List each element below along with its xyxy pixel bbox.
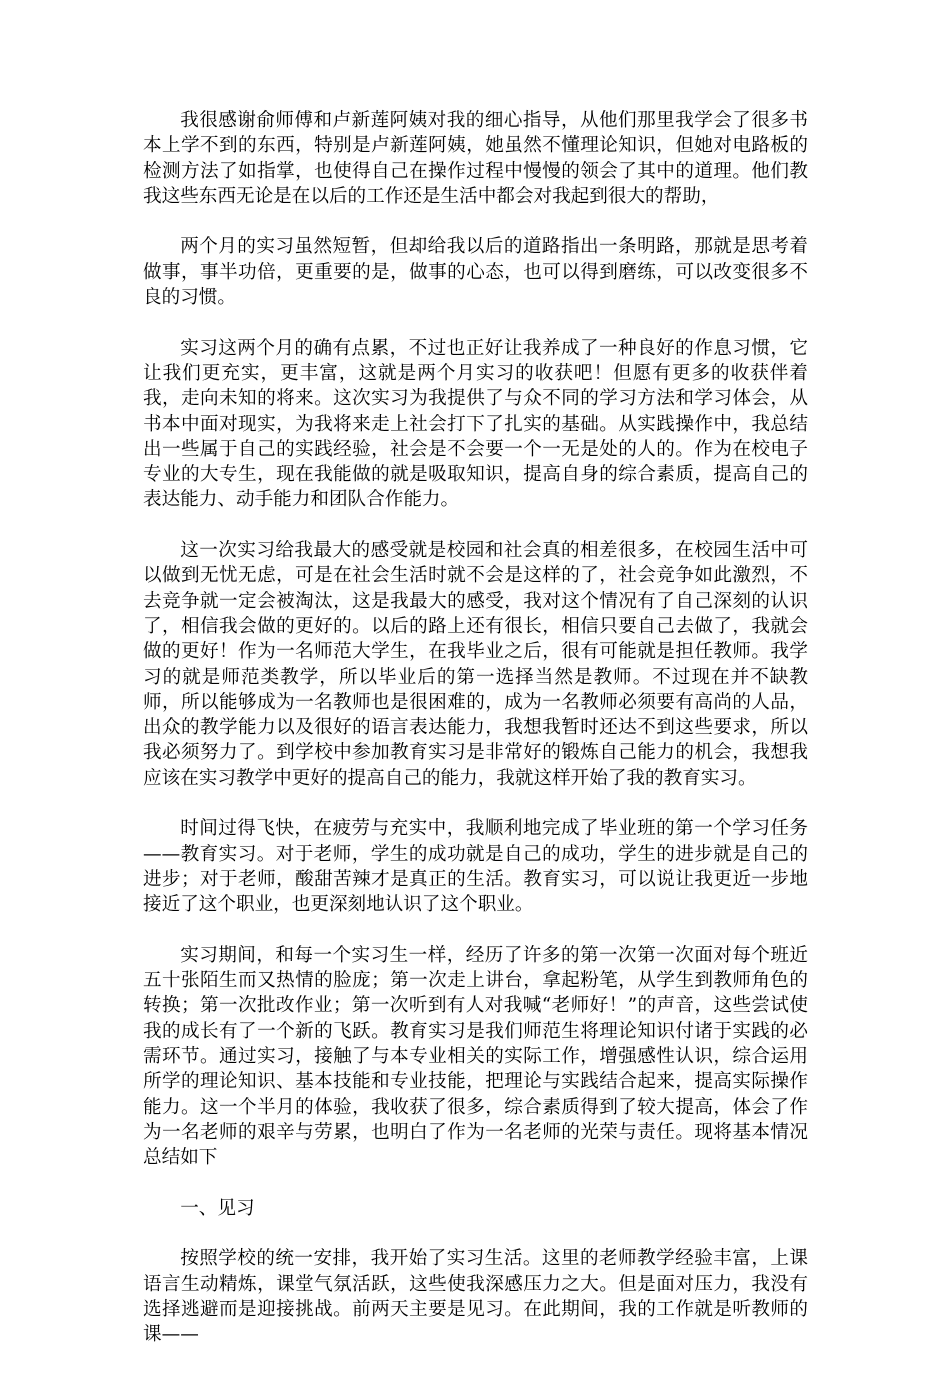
paragraph-gratitude: 我很感谢俞师傅和卢新莲阿姨对我的细心指导，从他们那里我学会了很多书本上学不到的东西，特别是卢新莲阿姨，她虽然不懂理论知识，但她对电路板的检测方法了如指掌，也使得自己在操作过程中慢慢的领会了其中的道理。他们教我这些东西无论是在以后的工作还是生活中都会对我起到很大的帮助， (143, 110, 808, 207)
paragraph-school-arrangement: 按照学校的统一安排，我开始了实习生活。这里的老师教学经验丰富，上课语言生动精炼，课堂气氛活跃，这些使我深感压力之大。但是面对压力，我没有选择逃避而是迎接挑战。前两天主要是见习。在此期间，我的工作就是听教师的课—— (143, 1248, 808, 1346)
paragraph-campus-vs-society: 这一次实习给我最大的感受就是校园和社会真的相差很多，在校园生活中可以做到无忧无虑，可是在社会生活时就不会是这样的了，社会竞争如此激烈，不去竞争就一定会被淘汰，这是我最大的感受，我对这个情况有了自己深刻的认识了，相信我会做的更好的。以后的路上还有很长，相信只要自己去做了，我就会做的更好！作为一名师范大学生，在我毕业之后，很有可能就是担任教师。我学习的就是师范类教学，所以毕业后的第一选择当然是教师。不过现在并不缺教师，所以能够成为一名教师也是很困难的，成为一名教师必须要有高尚的人品，出众的教学能力以及很好的语言表达能力，我想我暂时还达不到这些要求，所以我必须努力了。到学校中参加教育实习是非常好的锻炼自己能力的机会，我想我应该在实习教学中更好的提高自己的能力，我就这样开始了我的教育实习。 (143, 540, 808, 789)
paragraph-habits: 实习这两个月的确有点累，不过也正好让我养成了一种良好的作息习惯，它让我们更充实，更丰富，这就是两个月实习的收获吧！但愿有更多的收获伴着我，走向未知的将来。这次实习为我提供了与众不同的学习方法和学习体会，从书本中面对现实，为我将来走上社会打下了扎实的基础。从实践操作中，我总结出一些属于自己的实践经验，社会是不会要一个一无是处的人的。作为在校电子专业的大专生，现在我能做的就是吸取知识，提高自身的综合素质，提高自己的表达能力、动手能力和团队合作能力。 (143, 337, 808, 511)
paragraph-time-flies: 时间过得飞快，在疲劳与充实中，我顺利地完成了毕业班的第一个学习任务——教育实习。对于老师，学生的成功就是自己的成功，学生的进步就是自己的进步；对于老师，酸甜苦辣才是真正的生活。教育实习，可以说让我更近一步地接近了这个职业，也更深刻地认识了这个职业。 (143, 818, 808, 916)
document-body (143, 108, 808, 1373)
section-heading-observation: 一、见习 (180, 1197, 255, 1219)
paragraph-internship-period: 实习期间，和每一个实习生一样，经历了许多的第一次第一次面对每个班近五十张陌生而又热情的脸庞；第一次走上讲台，拿起粉笔，从学生到教师角色的转换；第一次批改作业；第一次听到有人对我喊“老师好！”的声音，这些尝试使我的成长有了一个新的飞跃。教育实习是我们师范生将理论知识付诸于实践的必需环节。通过实习，接触了与本专业相关的实际工作，增强感性认识，综合运用所学的理论知识、基本技能和专业技能，把理论与实践结合起来，提高实际操作能力。这一个半月的体验，我收获了很多，综合素质得到了较大提高，体会了作为一名老师的艰辛与劳累，也明白了作为一名老师的光荣与责任。现将基本情况总结如下 (143, 944, 808, 1169)
paragraph-two-months: 两个月的实习虽然短暂，但却给我以后的道路指出一条明路，那就是思考着做事，事半功倍，更重要的是，做事的心态，也可以得到磨练，可以改变很多不良的习惯。 (143, 236, 808, 309)
